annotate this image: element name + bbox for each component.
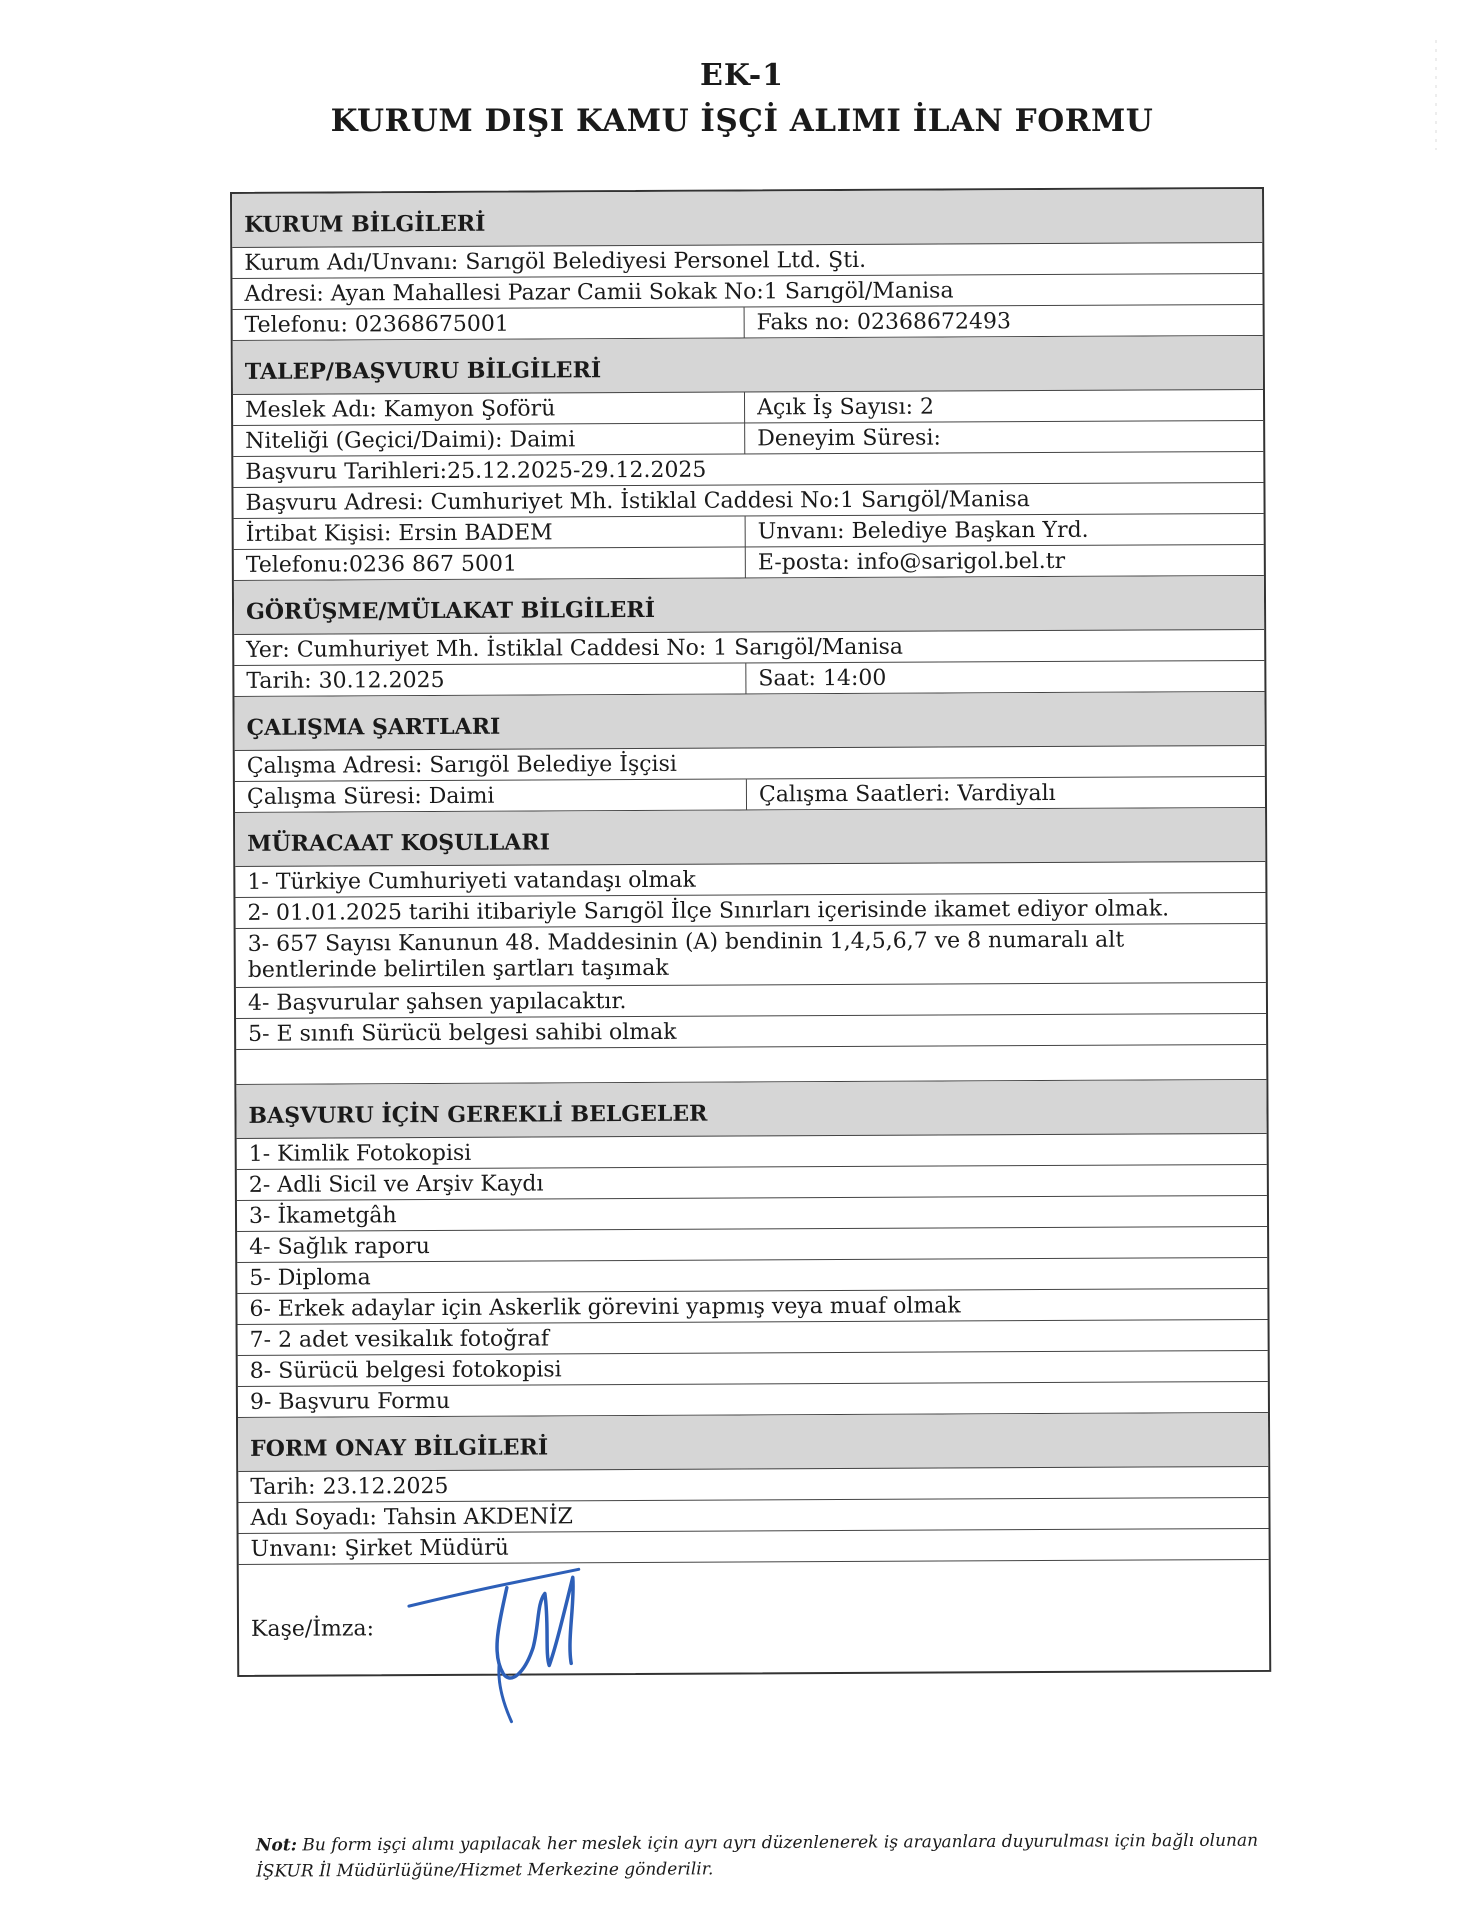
list-item (238, 1382, 1268, 1418)
talep-irtibat-row (234, 514, 1264, 550)
gorusme-yer-row (234, 630, 1264, 666)
section-belgeler-heading: BAŞVURU İÇİN GEREKLİ BELGELER (236, 1080, 1266, 1139)
belge-4: 4- Sağlık raporu (249, 1234, 430, 1260)
calisma-sure-row (235, 777, 1265, 813)
muracaat-kosul-4: 4- Başvurular şahsen yapılacaktır. (247, 989, 627, 1016)
list-item (237, 1289, 1267, 1325)
belge-5: 5- Diploma (249, 1265, 371, 1291)
list-item (237, 1227, 1267, 1263)
list-item (237, 1258, 1267, 1294)
gorusme-tarih: Tarih: 30.12.2025 (234, 663, 746, 696)
belge-7: 7- 2 adet vesikalık fotoğraf (249, 1326, 550, 1353)
kurum-name-row (232, 243, 1262, 279)
list-item (236, 983, 1266, 1019)
calisma-adres-row (235, 746, 1265, 782)
kurum-address-row (232, 274, 1262, 310)
irtibat-kisisi: İrtibat Kişisi: Ersin BADEM (234, 516, 746, 549)
calisma-suresi: Çalışma Süresi: Daimi (235, 779, 747, 812)
muracaat-kosul-2: 2- 01.01.2025 tarihi itibariyle Sarıgöl İlçe Sınırları içerisinde ikamet ediyor olmak. (247, 896, 1170, 926)
list-item (237, 1165, 1267, 1201)
muracaat-kosul-5: 5- E sınıfı Sürücü belgesi sahibi olmak (248, 1019, 677, 1047)
kurum-contact-row (233, 305, 1263, 341)
basvuru-tarihleri: Başvuru Tarihleri:25.12.2025-29.12.2025 (245, 457, 707, 485)
empty-cell (236, 1045, 1266, 1084)
kase-imza-cell (239, 1560, 1269, 1643)
gorusme-yer: Yer: Cumhuriyet Mh. İstiklal Caddesi No: 1 Sarıgöl/Manisa (246, 634, 904, 663)
irtibat-unvani: Unvanı: Belediye Başkan Yrd. (757, 517, 1089, 545)
onay-unvan-row (239, 1529, 1269, 1565)
calisma-saatleri: Çalışma Saatleri: Vardiyalı (758, 780, 1056, 808)
talep-tarih-row (233, 452, 1263, 488)
section-talep-heading: TALEP/BAŞVURU BİLGİLERİ (233, 336, 1263, 395)
belge-1: 1- Kimlik Fotokopisi (248, 1140, 472, 1167)
irtibat-telefonu: Telefonu:0236 867 5001 (234, 547, 746, 580)
basvuru-adresi: Başvuru Adresi: Cumhuriyet Mh. İstiklal Caddesi No:1 Sarıgöl/Manisa (245, 487, 1030, 516)
list-item (235, 893, 1265, 929)
announcement-form (230, 187, 1271, 1677)
kase-imza-label: Kaşe/İmza: (250, 1616, 375, 1642)
empty-row (236, 1045, 1266, 1085)
niteligi: Niteliği (Geçici/Daimi): Daimi (233, 423, 745, 456)
list-item (236, 1014, 1266, 1050)
talep-nitelik-row (233, 421, 1263, 457)
muracaat-kosul-3: 3- 657 Sayısı Kanunun 48. Maddesinin (A) bendinin 1,4,5,6,7 ve 8 numaralı alt bentlerinde belirtilen şartları taşımak (247, 927, 1125, 983)
annex-title: EK-1 (699, 58, 785, 93)
talep-meslek-row (233, 390, 1263, 426)
list-item (238, 1351, 1268, 1387)
belge-2: 2- Adli Sicil ve Arşiv Kaydı (248, 1171, 544, 1198)
belge-3: 3- İkametgâh (248, 1203, 397, 1229)
note-label: Not: (255, 1835, 298, 1856)
list-item (235, 862, 1265, 898)
kurum-fax: Faks no: 02368672493 (756, 309, 1012, 336)
irtibat-eposta: E-posta: info@sarigol.bel.tr (757, 548, 1066, 576)
deneyim-suresi: Deneyim Süresi: (757, 425, 941, 452)
belge-9: 9- Başvuru Formu (249, 1388, 451, 1415)
calisma-adresi: Çalışma Adresi: Sarıgöl Belediye İşçisi (246, 751, 677, 779)
onay-tarih-row (238, 1467, 1268, 1503)
document-header (0, 58, 1484, 139)
onay-adsoyad: Adı Soyadı: Tahsin AKDENİZ (250, 1504, 573, 1531)
footer-note (256, 1827, 1296, 1884)
belge-8: 8- Sürücü belgesi fotokopisi (249, 1357, 562, 1384)
gorusme-zaman-row (234, 661, 1264, 697)
talep-iletisim-row (234, 545, 1264, 581)
gorusme-saat: Saat: 14:00 (758, 665, 887, 692)
list-item (237, 1134, 1267, 1170)
acik-is-sayisi: Açık İş Sayısı: 2 (757, 394, 935, 421)
list-item (236, 924, 1266, 988)
meslek-adi: Meslek Adı: Kamyon Şoförü (233, 392, 745, 425)
kurum-name: Kurum Adı/Unvanı: Sarıgöl Belediyesi Personel Ltd. Şti. (244, 247, 867, 276)
onay-imza-row (239, 1560, 1270, 1675)
onay-tarih: Tarih: 23.12.2025 (250, 1473, 449, 1500)
kurum-address: Adresi: Ayan Mahallesi Pazar Camii Sokak No:1 Sarıgöl/Manisa (244, 278, 954, 307)
list-item (237, 1196, 1267, 1232)
signature-icon (399, 1543, 660, 1724)
list-item (238, 1320, 1268, 1356)
section-muracaat-heading: MÜRACAAT KOŞULLARI (235, 808, 1265, 867)
muracaat-kosul-1: 1- Türkiye Cumhuriyeti vatandaşı olmak (247, 867, 696, 895)
form-title: KURUM DIŞI KAMU İŞÇİ ALIMI İLAN FORMU (330, 103, 1154, 139)
belge-6: 6- Erkek adaylar için Askerlik görevini yapmış veya muaf olmak (249, 1293, 961, 1322)
section-kurum-heading: KURUM BİLGİLERİ (232, 189, 1262, 248)
kurum-phone: Telefonu: 02368675001 (233, 307, 745, 340)
talep-adres-row (233, 483, 1263, 519)
section-onay-heading: FORM ONAY BİLGİLERİ (238, 1413, 1268, 1472)
note-text: Bu form işçi alımı yapılacak her meslek için ayrı ayrı düzenlenerek iş arayanlara duyurulması için bağlı olunan İŞKUR İl Müdürlüğüne/Hizmet Merkezine gönderilir. (256, 1830, 1259, 1882)
section-gorusme-heading: GÖRÜŞME/MÜLAKAT BİLGİLERİ (234, 576, 1264, 635)
onay-unvan: Unvanı: Şirket Müdürü (250, 1535, 510, 1562)
onay-adsoyad-row (238, 1498, 1268, 1534)
section-calisma-heading: ÇALIŞMA ŞARTLARI (234, 692, 1264, 751)
